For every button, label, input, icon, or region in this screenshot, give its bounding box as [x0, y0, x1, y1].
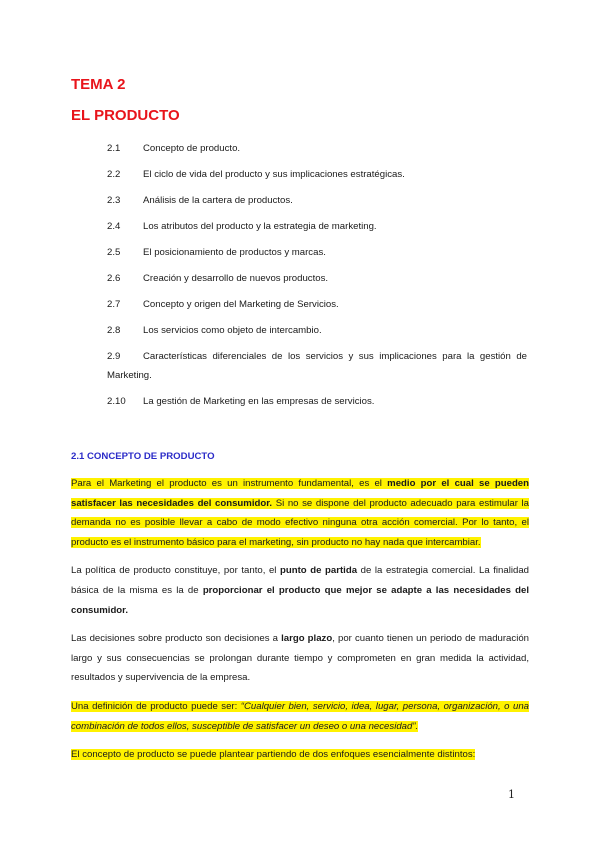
- paragraph: [71, 474, 529, 552]
- text: , por cuanto tienen un periodo de maduración largo y sus consecuencias se prolongan durante tiempo y comprometen en gran medida la actividad, resultados y supervivencia de la empresa.: [71, 633, 529, 684]
- toc-text: Concepto y origen del Marketing de Servicios.: [143, 299, 339, 310]
- toc-number: 2.4: [107, 221, 121, 232]
- toc-item: [107, 350, 527, 382]
- toc-item: [107, 220, 527, 233]
- italic-highlighted-quote: “Cualquier bien, servicio, idea, lugar, persona, organización, o una combinación de todos ellos, susceptible de satisfacer un deseo o una necesidad”.: [71, 700, 529, 732]
- toc-text: Características diferenciales de los servicios y sus implicaciones para la gestión de: [143, 351, 527, 362]
- highlighted-text: Una definición de producto puede ser:: [71, 700, 241, 712]
- toc-text: El posicionamiento de productos y marcas.: [143, 247, 326, 258]
- toc-text: Creación y desarrollo de nuevos productos.: [143, 273, 329, 284]
- toc-item: [107, 142, 527, 155]
- bold-text: proporcionar el producto que mejor se adapte a las necesidades del consumidor.: [71, 584, 530, 616]
- toc-item: [107, 324, 527, 337]
- toc-number: 2.1: [107, 143, 121, 154]
- toc-text: El ciclo de vida del producto y sus implicaciones estratégicas.: [143, 169, 405, 180]
- toc-text: Análisis de la cartera de productos.: [143, 195, 293, 206]
- toc-number: 2.2: [107, 169, 121, 180]
- toc-number: 2.6: [107, 273, 121, 284]
- toc-number: 2.10: [107, 396, 126, 407]
- toc-text: Concepto de producto.: [143, 143, 241, 154]
- table-of-contents: [107, 142, 527, 421]
- bold-text: punto de partida: [280, 565, 358, 577]
- toc-item: [107, 246, 527, 259]
- toc-item: [107, 194, 527, 207]
- toc-number: 2.3: [107, 195, 121, 206]
- toc-item: [107, 298, 527, 311]
- toc-item: [107, 395, 527, 408]
- section-heading: 2.1 CONCEPTO DE PRODUCTO: [71, 451, 215, 462]
- toc-text-continuation: Marketing.: [107, 370, 152, 381]
- text: Las decisiones sobre producto son decisiones a: [71, 633, 282, 645]
- toc-number: 2.9: [107, 351, 121, 362]
- text: La política de producto constituye, por tanto, el: [71, 565, 281, 577]
- highlighted-text: Para el Marketing el producto es un instrumento fundamental, es el: [71, 478, 388, 489]
- toc-item: [107, 168, 527, 181]
- toc-item: [107, 272, 527, 285]
- chapter-label: TEMA 2: [71, 76, 126, 93]
- toc-text: Los servicios como objeto de intercambio.: [143, 325, 322, 336]
- section-body: [71, 474, 529, 774]
- page-number: 1: [508, 788, 515, 801]
- toc-text: Los atributos del producto y la estrategia de marketing.: [143, 221, 377, 232]
- highlighted-text: El concepto de producto se puede plantear partiendo de dos enfoques esencialmente distintos:: [71, 749, 476, 761]
- toc-number: 2.5: [107, 247, 121, 258]
- toc-number: 2.7: [107, 299, 121, 310]
- paragraph: [71, 697, 529, 736]
- toc-text: La gestión de Marketing en las empresas de servicios.: [143, 396, 375, 407]
- paragraph: [71, 561, 529, 620]
- paragraph: [71, 745, 529, 765]
- chapter-title: EL PRODUCTO: [71, 107, 180, 124]
- paragraph: [71, 629, 529, 688]
- bold-highlighted-text: medio por el cual se pueden satisfacer las necesidades del consumidor.: [71, 478, 529, 509]
- highlighted-text: Si no se dispone del producto adecuado para estimular la demanda no es posible llevar a cabo de modo efectivo ninguna otra acción comercial. Por lo tanto, el producto es el instrumento básico para el marketing, sin producto no hay nada que intercambiar.: [71, 497, 529, 548]
- bold-text: largo plazo: [281, 633, 333, 645]
- toc-number: 2.8: [107, 325, 121, 336]
- text: de la estrategia comercial. La finalidad básica de la misma es la de: [71, 565, 530, 596]
